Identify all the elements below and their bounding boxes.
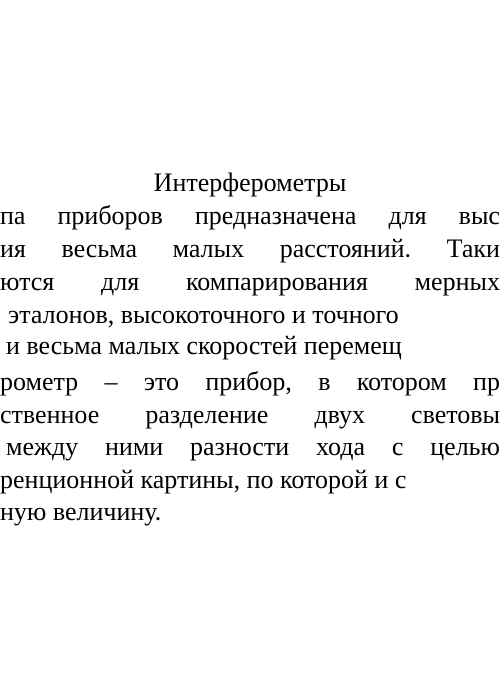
word: весьма [61, 234, 137, 263]
word: па [0, 201, 26, 230]
word: разности [190, 432, 290, 461]
word: пр [473, 367, 500, 396]
text-line-4: эталонов, высокоточного и точного [8, 300, 399, 329]
word: выс [458, 201, 500, 230]
text-line-2 [0, 234, 500, 264]
word: Таки [446, 234, 500, 263]
text-line-1 [0, 201, 500, 231]
word: целью [430, 432, 500, 461]
word: разделение [145, 400, 269, 429]
word: малых [172, 234, 245, 263]
word: в [318, 367, 331, 396]
text-line-6 [0, 367, 500, 397]
word: с [391, 432, 404, 461]
document-title: Интерферометры [153, 168, 347, 197]
text-line-5: и весьма малых скоростей перемещ [6, 331, 402, 360]
text-line-7 [0, 400, 500, 430]
word: двух [314, 400, 365, 429]
word: мерных [414, 267, 500, 296]
word: компарирования [185, 267, 368, 296]
text-line-9: ренционной картины, по которой и с [0, 465, 407, 494]
word: ственное [0, 400, 100, 429]
word: прибор, [205, 367, 292, 396]
word: между [6, 432, 79, 461]
word: для [101, 267, 140, 296]
word: ются [0, 267, 55, 296]
word: котором [356, 367, 447, 396]
word: приборов [57, 201, 163, 230]
word: предназначена [194, 201, 357, 230]
word: для [388, 201, 427, 230]
word: световы [411, 400, 500, 429]
word: ия [0, 234, 26, 263]
word: расстояний. [279, 234, 412, 263]
word: – [104, 367, 118, 396]
text-line-3 [0, 267, 500, 297]
word: это [143, 367, 179, 396]
text-line-8 [6, 432, 500, 462]
word: хода [316, 432, 366, 461]
word: рометр [0, 367, 79, 396]
text-line-10: ную величину. [0, 497, 162, 526]
word: ними [105, 432, 164, 461]
